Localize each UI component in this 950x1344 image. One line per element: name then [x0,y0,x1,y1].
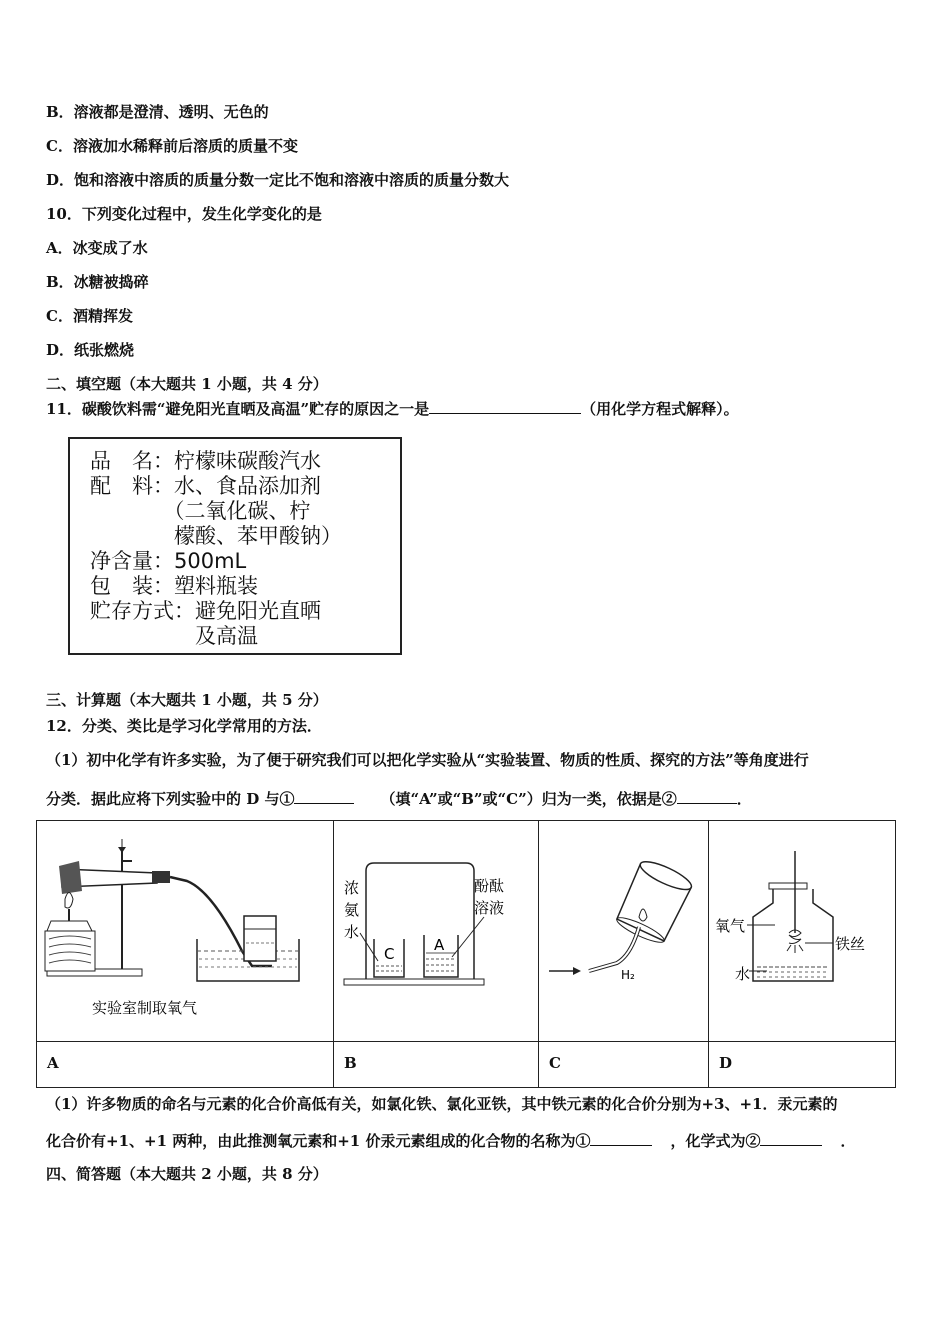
q12-blank-2[interactable] [677,788,737,804]
hydrogen-combustion-apparatus [539,821,709,1041]
section3-title: 三、计算题（本大题共 1 小题，共 5 分） [46,691,328,709]
q12-part1-text-a: 分类．据此应将下列实验中的 D 与① [46,790,295,808]
q12-stem: 12．分类、类比是学习化学常用的方法． [46,717,322,735]
q12-part2-text-a: 化合价有+1、+1 两种，由此推测氧元素和+1 价汞元素组成的化合物的名称为① [46,1132,591,1150]
experiment-cell-d [709,821,895,1087]
q12-part2-text-b: ，化学式为② [670,1132,761,1150]
label-line: 品 名：柠檬味碳酸汽水 [90,449,321,473]
q10-stem: 10．下列变化过程中，发生化学变化的是 [46,205,322,223]
label-line: 净含量：500mL [90,549,247,573]
ammonia-label-2: 氨 [344,901,360,919]
label-line: 包 装：塑料瓶装 [90,574,258,598]
experiment-cell-a [37,821,334,1087]
beaker-a-label: A [434,936,445,954]
label-line: 配 料：水、食品添加剂 [90,474,321,498]
q12-part1-text-b: （填“A”或“B”或“C”）归为一类，依据是② [380,790,677,808]
ammonia-label-1: 浓 [344,879,360,897]
hydrogen-label: H₂ [621,968,635,982]
q10-option-b: B．冰糖被捣碎 [46,273,149,291]
q9-option-c: C．溶液加水稀释前后溶质的质量不变 [46,137,298,155]
figure-a-caption: 实验室制取氧气 [92,999,198,1017]
q10-option-d: D．纸张燃烧 [46,341,135,359]
experiment-cell-c [539,821,709,1087]
ammonia-diffusion-apparatus [334,821,539,1041]
q10-option-c: C．酒精挥发 [46,307,133,325]
q11-suffix: （用化学方程式解释）。 [581,400,739,418]
product-label [68,437,402,655]
q11-answer-blank[interactable] [429,398,581,414]
water-label: 水 [735,965,751,983]
q11-text [46,398,739,419]
experiment-id-b: B [334,1041,538,1087]
oxygen-label: 氧气 [715,917,746,935]
q12-part2-line2 [46,1130,856,1151]
phenolphthalein-label-1: 酚酞 [474,877,505,895]
q12-part1-line2 [46,788,752,809]
experiment-table [36,820,896,1088]
q12-blank-4[interactable] [760,1130,822,1146]
section2-title: 二、填空题（本大题共 1 小题，共 4 分） [46,375,328,393]
q12-part2-line1: （1）许多物质的命名与元素的化合价高低有关，如氯化铁、氯化亚铁，其中铁元素的化合价分别为+3、+1．汞元素的 [46,1095,838,1113]
experiment-id-c: C [539,1041,708,1087]
label-line: （二氧化碳、柠 [90,499,311,523]
oxygen-preparation-apparatus [37,821,334,1041]
beaker-c-label: C [384,945,395,963]
label-line: 贮存方式：避免阳光直晒 [90,599,321,623]
q9-option-d: D．饱和溶液中溶质的质量分数一定比不饱和溶液中溶质的质量分数大 [46,171,510,189]
experiment-id-a: A [37,1041,333,1087]
iron-wire-combustion-apparatus [709,821,895,1041]
q12-part1-text-c: ． [736,790,752,808]
label-line: 及高温 [90,624,258,648]
q12-blank-1[interactable] [294,788,354,804]
q12-blank-3[interactable] [590,1130,652,1146]
q10-option-a: A．冰变成了水 [46,239,148,257]
q12-part2-text-c: ． [840,1132,856,1150]
experiment-cell-b [334,821,539,1087]
section4-title: 四、简答题（本大题共 2 小题，共 8 分） [46,1165,328,1183]
label-line: 檬酸、苯甲酸钠） [90,524,342,548]
ammonia-label-3: 水 [344,923,360,941]
q9-option-b: B．溶液都是澄清、透明、无色的 [46,103,269,121]
experiment-id-d: D [709,1041,895,1087]
phenolphthalein-label-2: 溶液 [474,899,505,917]
iron-wire-label: 铁丝 [835,935,866,953]
q12-part1-line1: （1）初中化学有许多实验，为了便于研究我们可以把化学实验从“实验装置、物质的性质、探究的方法”等角度进行 [46,751,809,769]
q11-prefix: 11．碳酸饮料需“避免阳光直晒及高温”贮存的原因之一是 [46,400,430,418]
